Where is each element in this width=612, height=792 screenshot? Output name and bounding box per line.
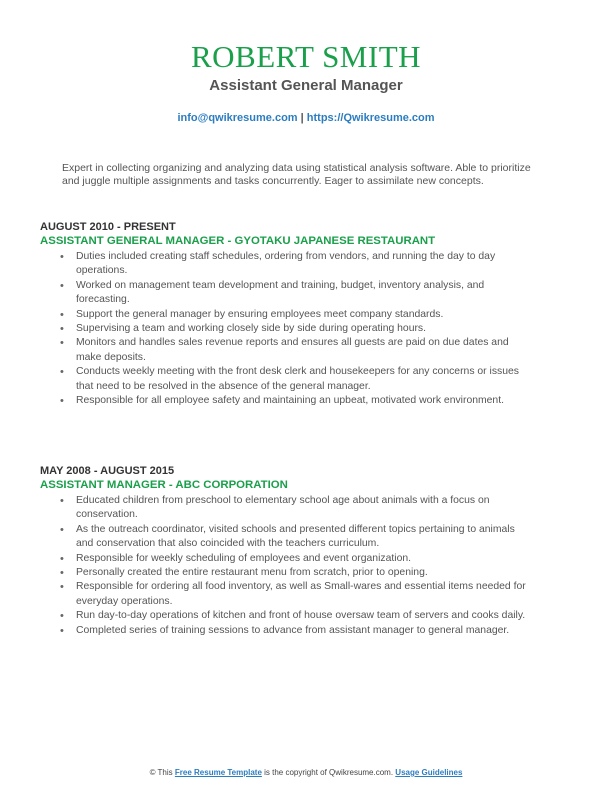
job-role: ASSISTANT MANAGER - ABC CORPORATION <box>40 479 288 491</box>
email-link[interactable]: info@qwikresume.com <box>177 112 298 124</box>
candidate-name: ROBERT SMITH <box>190 39 422 74</box>
contact-line <box>0 111 612 125</box>
job-dates: MAY 2008 - AUGUST 2015 <box>40 465 175 477</box>
list-item: • Responsible for weekly scheduling of employees and event organization. <box>40 552 526 566</box>
list-item: • Completed series of training sessions to advance from assistant manager to general manager. <box>40 624 526 638</box>
list-item: • As the outreach coordinator, visited schools and presented different topics pertaining to animals and conservation that also coincided with the teachers curriculum. <box>40 523 526 552</box>
usage-guidelines-link[interactable]: Usage Guidelines <box>395 768 463 777</box>
website-link[interactable]: https://Qwikresume.com <box>306 112 435 124</box>
job-dates: AUGUST 2010 - PRESENT <box>40 221 176 233</box>
list-item: • Support the general manager by ensuring employees meet company standards. <box>40 308 526 322</box>
list-item: • Conducts weekly meeting with the front desk clerk and housekeepers for any concerns or issues that need to be resolved in the absence of the general manager. <box>40 365 526 394</box>
list-item: • Monitors and handles sales revenue reports and ensures all guests are paid on due dates and make deposits. <box>40 336 526 365</box>
footer <box>0 768 612 778</box>
list-item: • Run day-to-day operations of kitchen and front of house oversaw team of servers and cooks daily. <box>40 609 526 623</box>
job-duties-list <box>40 494 580 638</box>
summary-text: Expert in collecting organizing and analyzing data using statistical analysis software. Able to prioritize and juggle multiple assignments and tasks concurrently. Eager to assimilate new concepts. <box>62 162 531 187</box>
free-resume-template-link[interactable]: Free Resume Template <box>174 768 262 777</box>
list-item: • Supervising a team and working closely side by side during operating hours. <box>40 322 526 336</box>
footer-prefix: © This <box>149 768 173 777</box>
footer-copyright-text: is the copyright of Qwikresume.com. <box>264 768 394 777</box>
list-item: • Duties included creating staff schedules, ordering from vendors, and running the day to day operations. <box>40 250 526 279</box>
experience-entry-2 <box>40 465 580 638</box>
candidate-title: Assistant General Manager <box>209 77 403 94</box>
list-item: • Worked on management team development and training, budget, inventory analysis, and forecasting. <box>40 279 526 308</box>
list-item: • Responsible for ordering all food inventory, as well as Small-wares and essential items needed for everyday operations. <box>40 580 526 609</box>
list-item: • Responsible for all employee safety and maintaining an upbeat, motivated work environment. <box>40 394 526 408</box>
list-item: • Personally created the entire restaurant menu from scratch, prior to opening. <box>40 566 526 580</box>
experience-entry-1 <box>40 221 580 408</box>
list-item: • Educated children from preschool to elementary school age about animals with a focus on conservation. <box>40 494 526 523</box>
contact-separator: | <box>300 112 304 124</box>
job-role: ASSISTANT GENERAL MANAGER - GYOTAKU JAPANESE RESTAURANT <box>40 235 436 247</box>
job-duties-list <box>40 250 580 408</box>
